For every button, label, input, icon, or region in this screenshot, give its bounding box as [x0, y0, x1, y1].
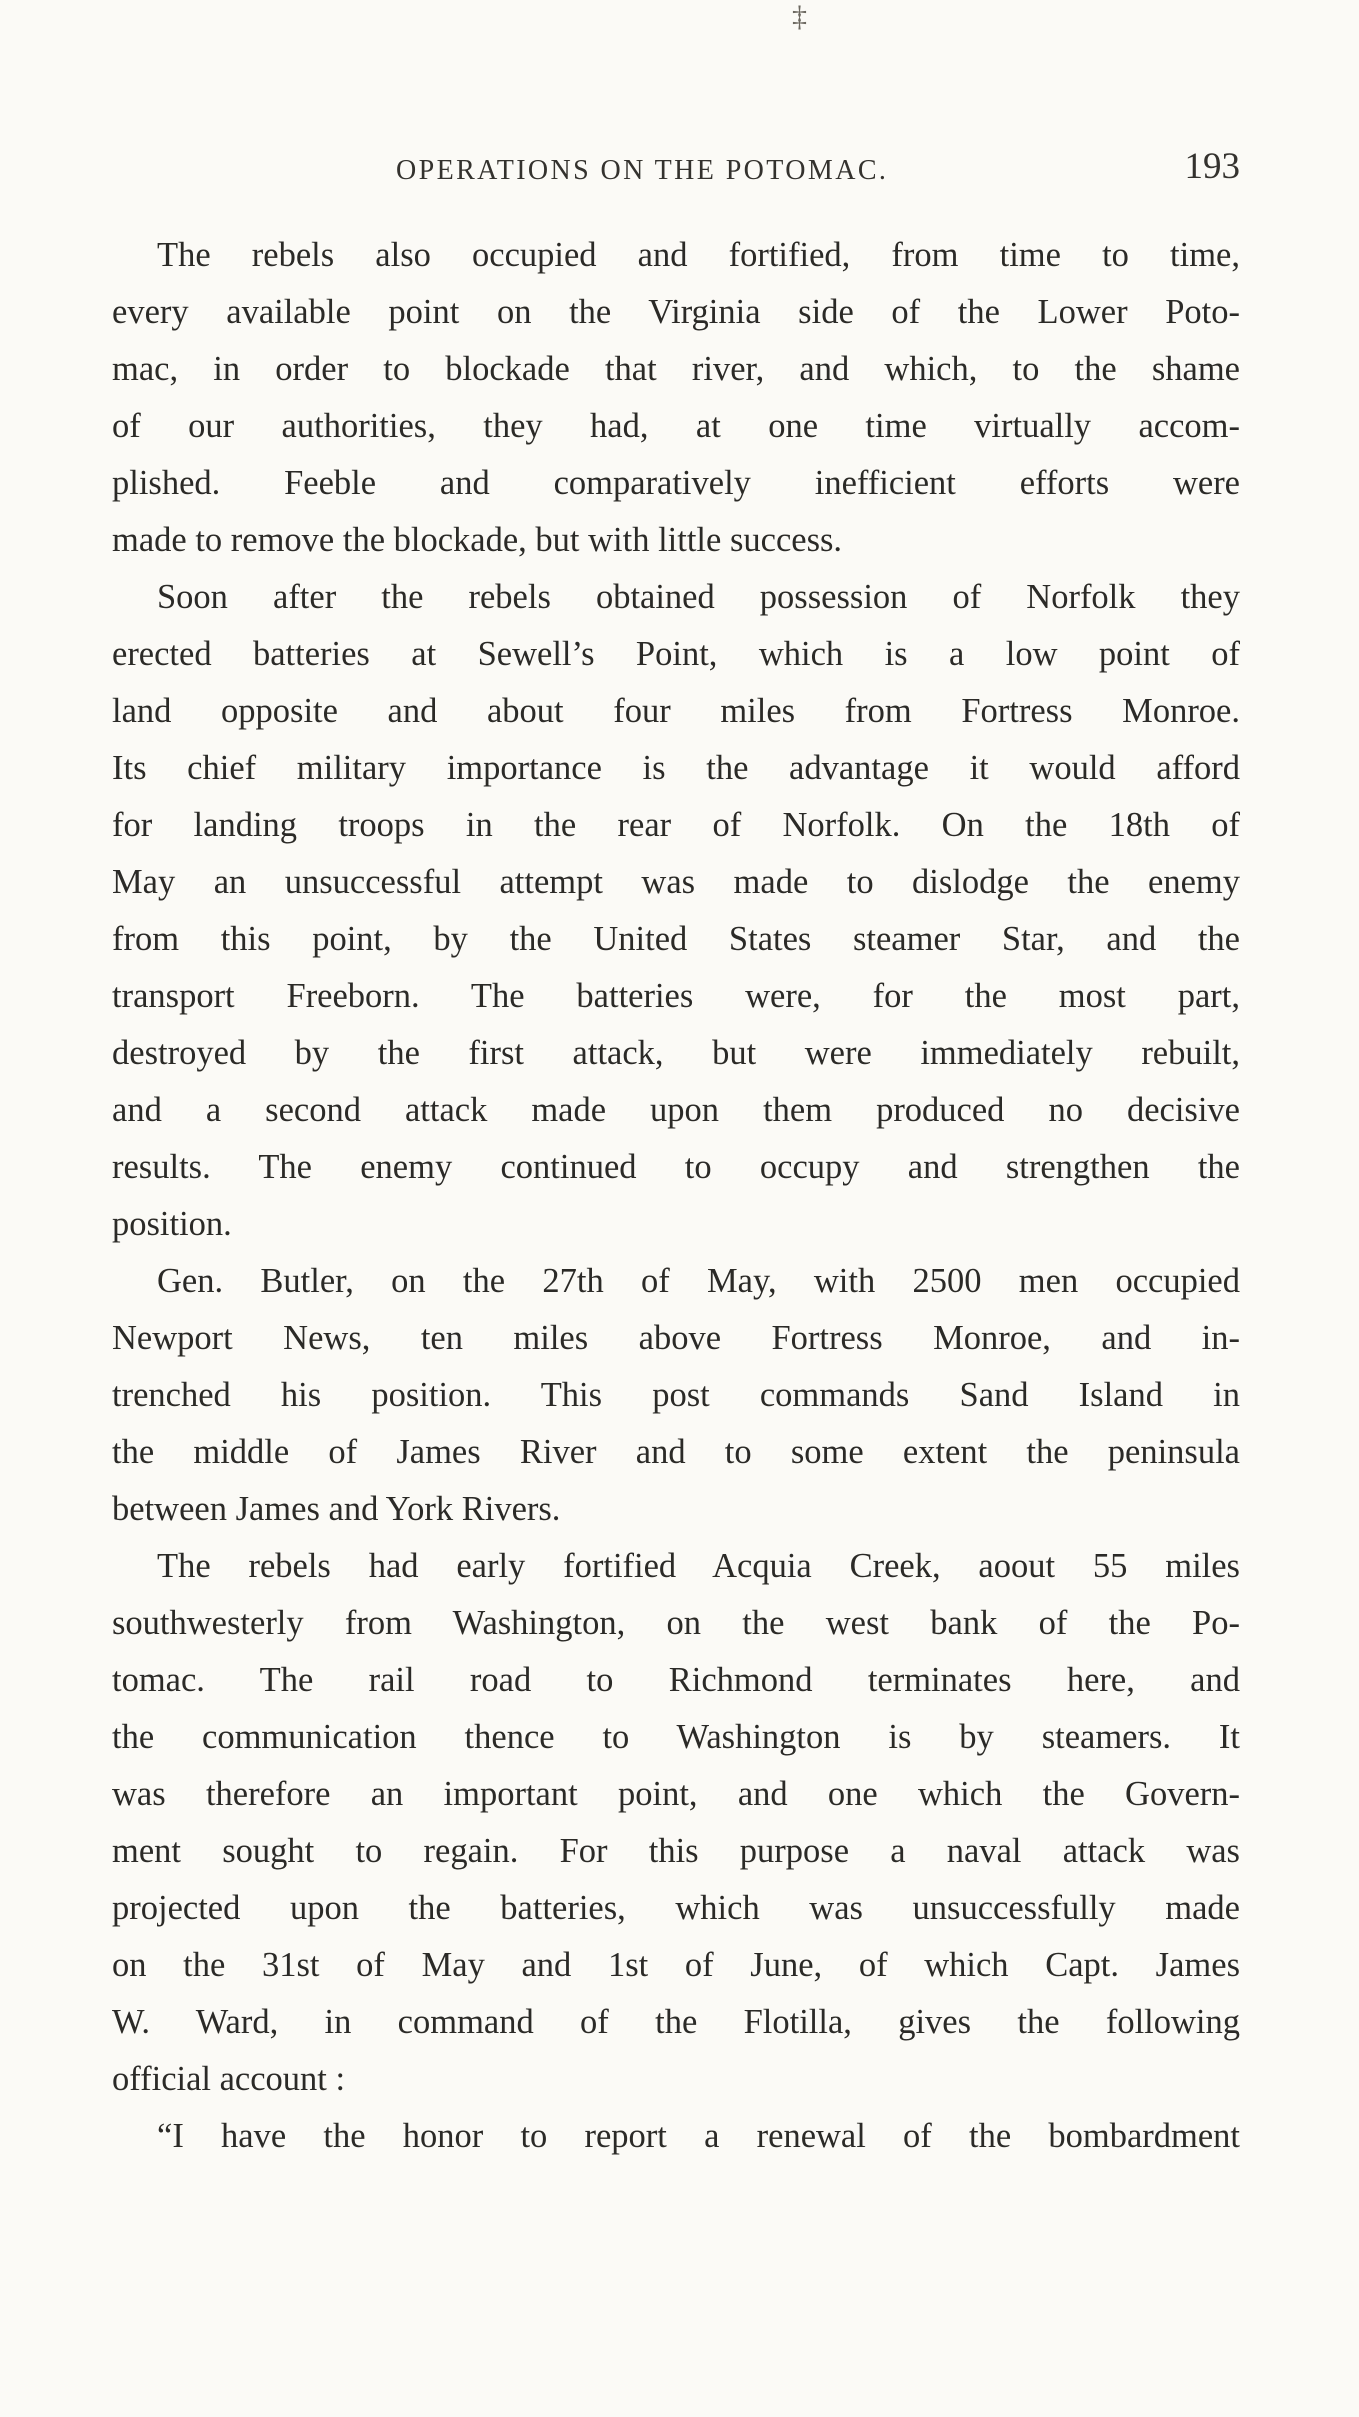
paragraph-1 [112, 227, 1240, 569]
top-printer-mark: ‡ [792, 0, 807, 33]
text-line: mac, in order to blockade that river, and which, to the shame [112, 350, 1240, 388]
text-line: every available point on the Virginia side of the Lower Poto- [112, 293, 1240, 331]
text-line: destroyed by the first attack, but were immediately rebuilt, [112, 1034, 1240, 1072]
text-line: May an unsuccessful attempt was made to dislodge the enemy [112, 863, 1240, 901]
text-line: The rebels had early fortified Acquia Creek, aoout 55 miles [157, 1547, 1240, 1585]
text-line: from this point, by the United States steamer Star, and the [112, 920, 1240, 958]
text-line: Newport News, ten miles above Fortress Monroe, and in- [112, 1319, 1240, 1357]
text-line: official account : [112, 2060, 346, 2098]
text-line: “I have the honor to report a renewal of the bombardment [157, 2117, 1240, 2155]
paragraph-3 [112, 1253, 1240, 1538]
text-line: The rebels also occupied and fortified, from time to time, [157, 236, 1240, 274]
text-line: position. [112, 1205, 232, 1243]
text-line: on the 31st of May and 1st of June, of which Capt. James [112, 1946, 1240, 1984]
text-line: land opposite and about four miles from Fortress Monroe. [112, 692, 1240, 730]
paragraph-2 [112, 569, 1240, 1253]
text-line: for landing troops in the rear of Norfolk. On the 18th of [112, 806, 1240, 844]
text-line: the communication thence to Washington is by steamers. It [112, 1718, 1240, 1756]
text-line: transport Freeborn. The batteries were, for the most part, [112, 977, 1240, 1015]
text-line: trenched his position. This post commands Sand Island in [112, 1376, 1240, 1414]
text-line: between James and York Rivers. [112, 1490, 561, 1528]
text-line: of our authorities, they had, at one time virtually accom- [112, 407, 1240, 445]
text-line: Its chief military importance is the advantage it would afford [112, 749, 1240, 787]
text-line: W. Ward, in command of the Flotilla, gives the following [112, 2003, 1240, 2041]
text-line: Soon after the rebels obtained possession of Norfolk they [157, 578, 1240, 616]
text-line: ment sought to regain. For this purpose a naval attack was [112, 1832, 1240, 1870]
paragraph-4 [112, 1538, 1240, 2108]
text-line: tomac. The rail road to Richmond terminates here, and [112, 1661, 1240, 1699]
text-line: and a second attack made upon them produced no decisive [112, 1091, 1240, 1129]
running-header [112, 145, 1240, 195]
text-line: results. The enemy continued to occupy and strengthen the [112, 1148, 1240, 1186]
text-line: erected batteries at Sewell’s Point, which is a low point of [112, 635, 1240, 673]
paragraph-5 [112, 2108, 1240, 2165]
text-line: projected upon the batteries, which was unsuccessfully made [112, 1889, 1240, 1927]
body-text [112, 227, 1240, 2165]
text-line: made to remove the blockade, but with little success. [112, 521, 843, 559]
text-line: was therefore an important point, and one which the Govern- [112, 1775, 1240, 1813]
page-number: 193 [1184, 146, 1240, 187]
running-title: OPERATIONS ON THE POTOMAC. [396, 155, 889, 186]
text-line: southwesterly from Washington, on the west bank of the Po- [112, 1604, 1240, 1642]
text-line: the middle of James River and to some extent the peninsula [112, 1433, 1240, 1471]
text-line: Gen. Butler, on the 27th of May, with 2500 men occupied [157, 1262, 1240, 1300]
text-line: plished. Feeble and comparatively inefficient efforts were [112, 464, 1240, 502]
